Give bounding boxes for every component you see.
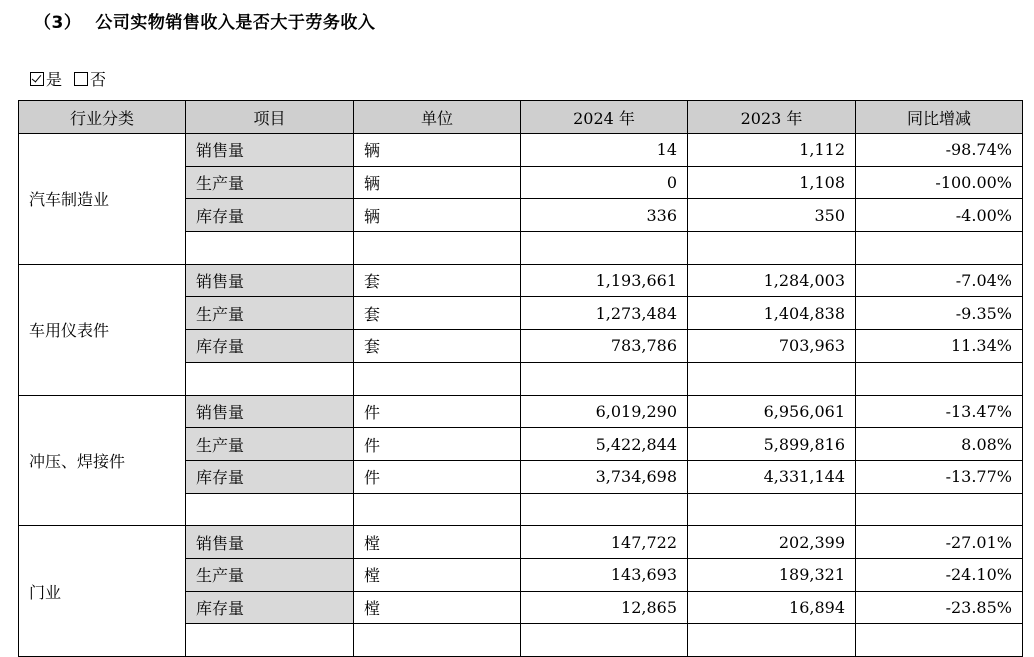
industry-cell: 车用仪表件 xyxy=(19,264,186,395)
value-2024-cell: 14 xyxy=(521,134,688,167)
empty-cell xyxy=(354,493,521,526)
unit-cell: 樘 xyxy=(354,591,521,624)
item-cell: 库存量 xyxy=(186,460,354,493)
empty-cell xyxy=(521,362,688,395)
item-cell: 库存量 xyxy=(186,591,354,624)
table-row xyxy=(19,526,1023,559)
empty-cell xyxy=(186,232,354,265)
value-2024-cell: 6,019,290 xyxy=(521,395,688,428)
industry-cell: 门业 xyxy=(19,526,186,657)
item-cell: 生产量 xyxy=(186,428,354,461)
value-2023-cell: 202,399 xyxy=(688,526,856,559)
item-cell: 销售量 xyxy=(186,134,354,167)
value-2024-cell: 0 xyxy=(521,166,688,199)
item-cell: 销售量 xyxy=(186,264,354,297)
unit-cell: 套 xyxy=(354,264,521,297)
unit-cell: 樘 xyxy=(354,526,521,559)
section-heading xyxy=(34,8,375,33)
value-2023-cell: 1,404,838 xyxy=(688,297,856,330)
yes-no-choice xyxy=(30,67,118,90)
change-cell: -100.00% xyxy=(856,166,1023,199)
empty-cell xyxy=(856,493,1023,526)
change-cell: -27.01% xyxy=(856,526,1023,559)
unit-cell: 套 xyxy=(354,297,521,330)
section-title: 公司实物销售收入是否大于劳务收入 xyxy=(95,13,376,33)
value-2024-cell: 5,422,844 xyxy=(521,428,688,461)
no-checkbox-icon[interactable] xyxy=(74,72,88,86)
value-2024-cell: 336 xyxy=(521,199,688,232)
item-cell: 库存量 xyxy=(186,199,354,232)
empty-cell xyxy=(688,624,856,657)
header-2023: 2023 年 xyxy=(688,101,856,134)
value-2023-cell: 350 xyxy=(688,199,856,232)
empty-cell xyxy=(354,624,521,657)
industry-cell: 汽车制造业 xyxy=(19,134,186,265)
header-change: 同比增减 xyxy=(856,101,1023,134)
value-2023-cell: 4,331,144 xyxy=(688,460,856,493)
value-2024-cell: 12,865 xyxy=(521,591,688,624)
yes-label: 是 xyxy=(46,70,63,89)
table-row xyxy=(19,264,1023,297)
value-2023-cell: 1,112 xyxy=(688,134,856,167)
unit-cell: 件 xyxy=(354,428,521,461)
value-2023-cell: 703,963 xyxy=(688,330,856,363)
unit-cell: 件 xyxy=(354,460,521,493)
header-unit: 单位 xyxy=(354,101,521,134)
change-cell: -4.00% xyxy=(856,199,1023,232)
empty-cell xyxy=(186,624,354,657)
change-cell: 11.34% xyxy=(856,330,1023,363)
table-header-row xyxy=(19,101,1023,134)
value-2023-cell: 6,956,061 xyxy=(688,395,856,428)
value-2024-cell: 147,722 xyxy=(521,526,688,559)
section-number: （3） xyxy=(34,13,82,33)
yes-checkbox-icon[interactable] xyxy=(30,72,44,86)
unit-cell: 辆 xyxy=(354,199,521,232)
unit-cell: 套 xyxy=(354,330,521,363)
header-industry: 行业分类 xyxy=(19,101,186,134)
value-2024-cell: 783,786 xyxy=(521,330,688,363)
empty-cell xyxy=(354,232,521,265)
value-2023-cell: 1,108 xyxy=(688,166,856,199)
empty-cell xyxy=(186,493,354,526)
item-cell: 生产量 xyxy=(186,558,354,591)
production-sales-table xyxy=(18,100,1023,657)
table-row xyxy=(19,134,1023,167)
change-cell: -24.10% xyxy=(856,558,1023,591)
unit-cell: 辆 xyxy=(354,166,521,199)
empty-cell xyxy=(521,624,688,657)
empty-cell xyxy=(688,362,856,395)
value-2023-cell: 16,894 xyxy=(688,591,856,624)
header-2024: 2024 年 xyxy=(521,101,688,134)
value-2023-cell: 1,284,003 xyxy=(688,264,856,297)
no-label: 否 xyxy=(90,70,107,89)
change-cell: -7.04% xyxy=(856,264,1023,297)
change-cell: -13.47% xyxy=(856,395,1023,428)
item-cell: 库存量 xyxy=(186,330,354,363)
empty-cell xyxy=(688,493,856,526)
unit-cell: 樘 xyxy=(354,558,521,591)
empty-cell xyxy=(856,232,1023,265)
industry-cell: 冲压、焊接件 xyxy=(19,395,186,526)
change-cell: -13.77% xyxy=(856,460,1023,493)
value-2024-cell: 143,693 xyxy=(521,558,688,591)
change-cell: -98.74% xyxy=(856,134,1023,167)
value-2024-cell: 3,734,698 xyxy=(521,460,688,493)
change-cell: -23.85% xyxy=(856,591,1023,624)
item-cell: 生产量 xyxy=(186,166,354,199)
change-cell: -9.35% xyxy=(856,297,1023,330)
change-cell: 8.08% xyxy=(856,428,1023,461)
empty-cell xyxy=(521,493,688,526)
table-row xyxy=(19,395,1023,428)
value-2024-cell: 1,193,661 xyxy=(521,264,688,297)
empty-cell xyxy=(186,362,354,395)
empty-cell xyxy=(354,362,521,395)
unit-cell: 件 xyxy=(354,395,521,428)
empty-cell xyxy=(856,624,1023,657)
value-2024-cell: 1,273,484 xyxy=(521,297,688,330)
empty-cell xyxy=(688,232,856,265)
empty-cell xyxy=(856,362,1023,395)
empty-cell xyxy=(521,232,688,265)
item-cell: 销售量 xyxy=(186,526,354,559)
item-cell: 生产量 xyxy=(186,297,354,330)
value-2023-cell: 189,321 xyxy=(688,558,856,591)
unit-cell: 辆 xyxy=(354,134,521,167)
item-cell: 销售量 xyxy=(186,395,354,428)
value-2023-cell: 5,899,816 xyxy=(688,428,856,461)
header-item: 项目 xyxy=(186,101,354,134)
